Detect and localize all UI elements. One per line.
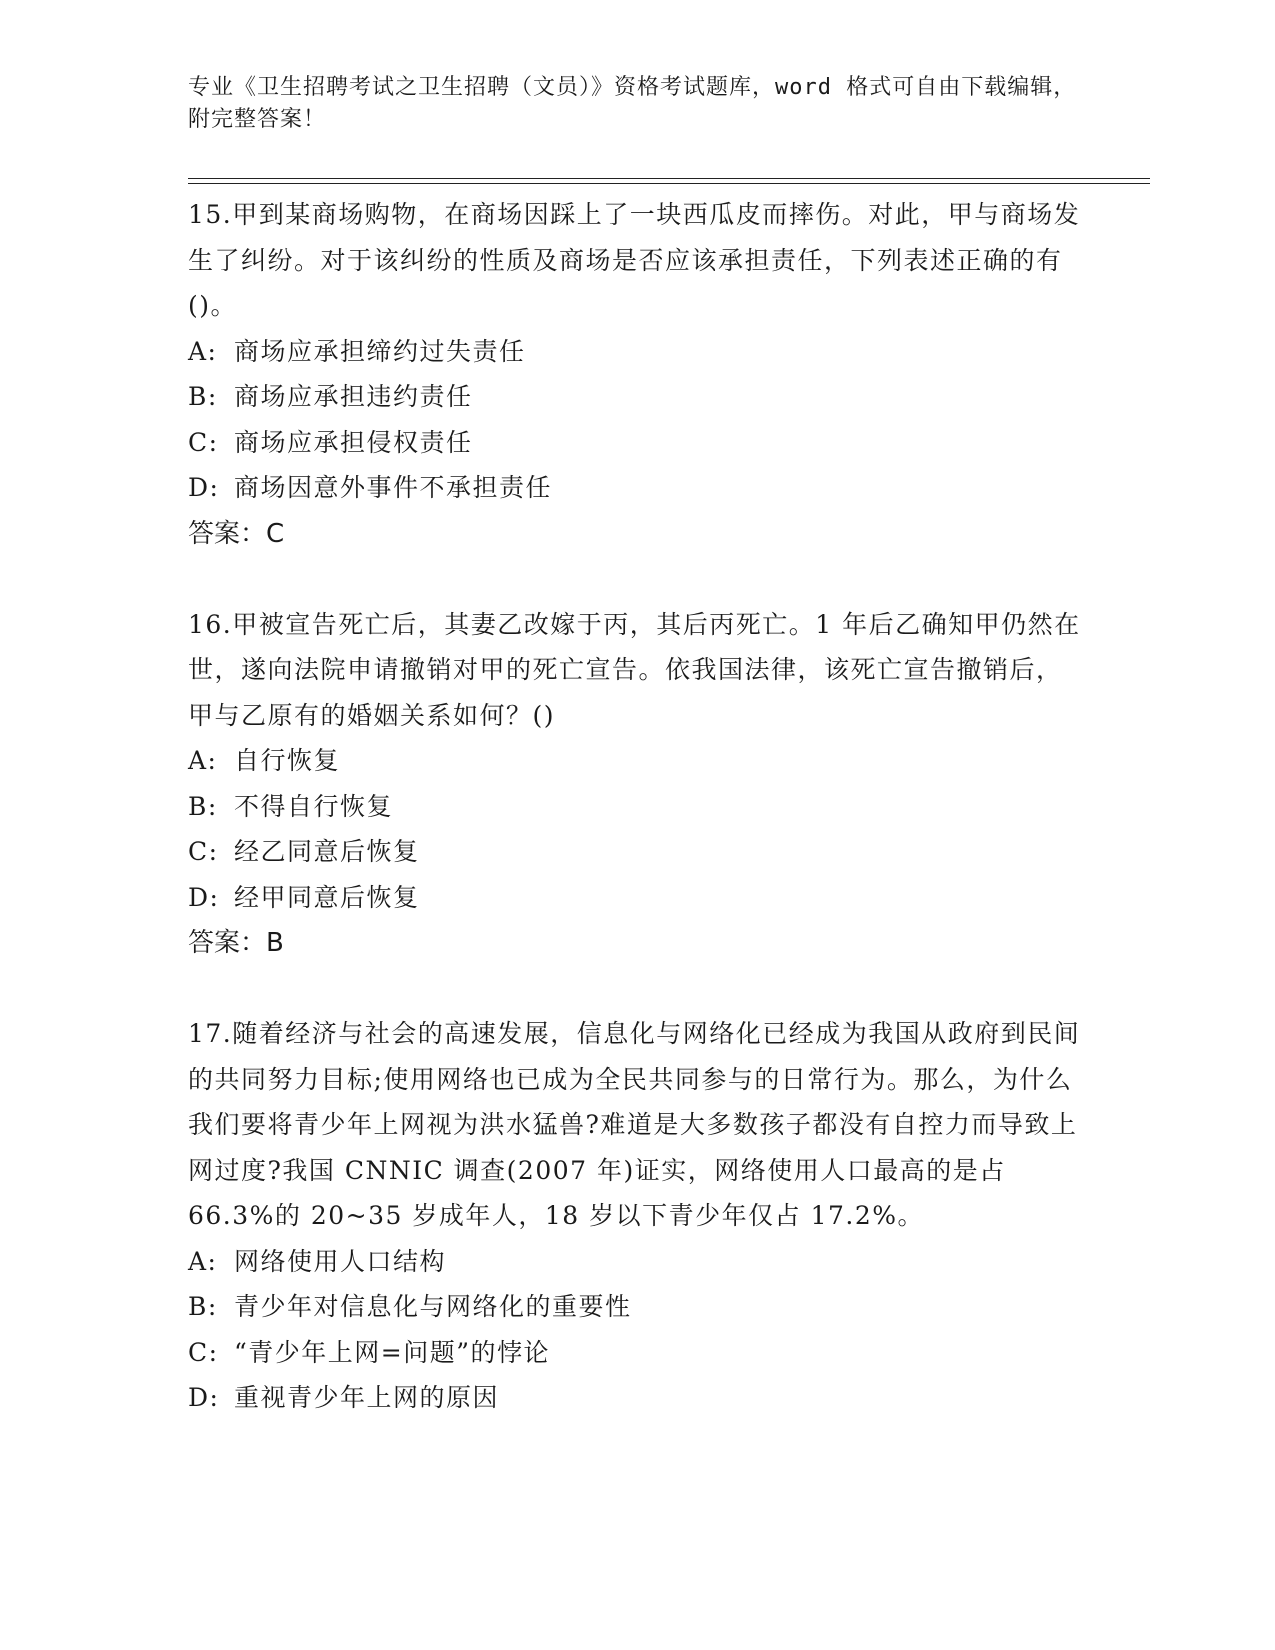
option-text: 经乙同意后恢复 [234,837,420,866]
option-key: C: [188,837,219,866]
option-key: D: [188,473,220,502]
question-15 [188,192,1088,557]
option-key: B: [188,791,218,821]
option-c [188,1330,1088,1376]
header-divider-top [188,178,1150,179]
option-text: 自行恢复 [234,746,341,775]
option-b [188,1284,1088,1330]
option-text: 青少年对信息化与网络化的重要性 [234,1292,632,1321]
option-text: 经甲同意后恢复 [234,882,420,912]
option-key: C: [188,1337,219,1367]
option-text: 重视青少年上网的原因 [234,1383,500,1412]
answer-label: 答案：C [188,518,285,549]
option-text: 不得自行恢复 [234,791,394,821]
document-header: 专业《卫生招聘考试之卫生招聘（文员）》资格考试题库，word 格式可自由下载编辑，附完整答案！ [188,75,1077,132]
header-divider-bottom [188,183,1150,184]
option-text: 商场应承担违约责任 [234,382,473,411]
question-stem: 17.随着经济与社会的高速发展，信息化与网络化已经成为我国从政府到民间的共同努力目标;使用网络也已成为全民共同参与的日常行为。那么，为什么我们要将青少年上网视为洪水猛兽?难道是大多数孩子都没有自控力而导致上网过度?我国 CNNIC 调查(2007 年)证实，网络使用人口最高的是占 66.3%的 20~35 岁成年人，18 岁以下青少年仅占 17.2%。 [188,1019,1081,1230]
option-text: 商场应承担侵权责任 [234,427,473,457]
question-stem: 16.甲被宣告死亡后，其妻乙改嫁于丙，其后丙死亡。1 年后乙确知甲仍然在世，遂向法院申请撤销对甲的死亡宣告。依我国法律，该死亡宣告撤销后，甲与乙原有的婚姻关系如何？() [188,609,1081,730]
question-16 [188,602,1088,967]
option-a [188,1239,1088,1285]
option-key: A: [188,336,218,366]
option-a [188,329,1088,375]
option-d [188,875,1088,921]
option-text: 网络使用人口结构 [234,1246,447,1276]
option-b [188,374,1088,420]
option-key: B: [188,382,218,411]
option-key: A: [188,1246,218,1276]
option-key: B: [188,1292,218,1321]
option-key: A: [188,746,218,775]
question-stem: 15.甲到某商场购物，在商场因踩上了一块西瓜皮而摔伤。对此，甲与商场发生了纠纷。对于该纠纷的性质及商场是否应该承担责任，下列表述正确的有()。 [188,200,1081,320]
option-c [188,829,1088,875]
option-text: 商场应承担缔约过失责任 [234,336,526,366]
option-text: “青少年上网=问题”的悖论 [234,1337,551,1367]
option-text: 商场因意外事件不承担责任 [234,473,553,502]
answer-label: 答案：B [188,928,284,958]
question-17 [188,1011,1088,1421]
option-key: D: [188,1383,220,1412]
option-key: D: [188,882,220,912]
option-c [188,420,1088,466]
option-d [188,1375,1088,1421]
option-d [188,465,1088,511]
option-key: C: [188,427,219,457]
option-b [188,784,1088,830]
question-list [188,192,1088,1466]
option-a [188,738,1088,784]
